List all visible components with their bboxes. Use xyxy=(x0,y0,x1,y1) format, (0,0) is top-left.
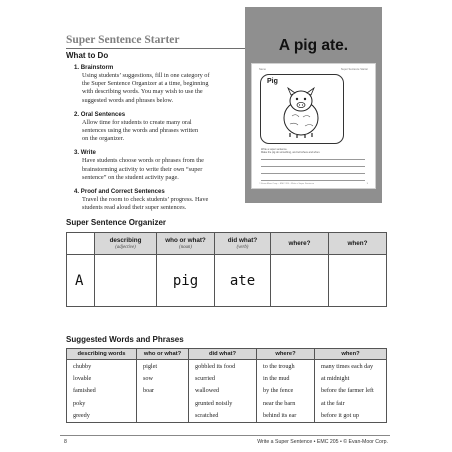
page-title: Super Sentence Starter xyxy=(66,34,180,46)
header-sub: (noun) xyxy=(179,244,192,250)
organizer-heading: Super Sentence Organizer xyxy=(66,218,167,227)
step-line: sentences using the words and phrases written xyxy=(82,127,199,135)
table-row xyxy=(67,410,387,423)
instruction-line: Write a super sentence. xyxy=(261,148,288,151)
organizer-header-describing xyxy=(95,233,157,255)
writing-line xyxy=(261,180,365,181)
table-cell: before it got up xyxy=(315,410,387,423)
column-header: did what? xyxy=(189,349,257,360)
table-cell: chubby xyxy=(67,360,137,373)
organizer-header-who-what xyxy=(157,233,215,255)
header-label: where? xyxy=(288,239,311,247)
table-cell: poky xyxy=(67,397,137,410)
organizer-header-where xyxy=(271,233,329,255)
step-line: on the organizer. xyxy=(82,135,125,143)
student-page-thumbnail xyxy=(245,7,382,203)
suggested-heading: Suggested Words and Phrases xyxy=(66,335,184,344)
step-body xyxy=(74,72,250,105)
table-cell: greedy xyxy=(67,410,137,423)
thumbnail-word: Pig xyxy=(267,78,278,85)
column-header: describing words xyxy=(67,349,137,360)
table-cell xyxy=(137,410,189,423)
column-header: when? xyxy=(315,349,387,360)
table-cell: at the fair xyxy=(315,397,387,410)
step-line: the Super Sentence Organizer at a time, beginning xyxy=(82,80,209,88)
organizer-cell-where xyxy=(271,255,329,307)
column-header: who or what? xyxy=(137,349,189,360)
steps-list xyxy=(74,64,250,218)
organizer-sentence-row xyxy=(67,255,387,307)
thumbnail-page-number: 9 xyxy=(366,183,368,185)
table-cell: gobbled its food xyxy=(189,360,257,373)
organizer-cell-noun: pig xyxy=(157,255,215,307)
organizer-header-blank xyxy=(67,233,95,255)
table-cell: to the trough xyxy=(257,360,315,373)
organizer-header-did-what xyxy=(215,233,271,255)
thumbnail-footer: © Evan-Moor Corp. • EMC 205 • Write a Super Sentence xyxy=(259,183,315,185)
organizer-header-row xyxy=(67,233,387,255)
organizer-cell-describing xyxy=(95,255,157,307)
table-cell: lovable xyxy=(67,372,137,385)
table-cell: at midnight xyxy=(315,372,387,385)
table-cell: by the fence xyxy=(257,385,315,398)
step-body xyxy=(74,196,250,212)
organizer-table xyxy=(66,232,387,307)
thumbnail-instructions xyxy=(261,148,361,154)
table-cell: scurried xyxy=(189,372,257,385)
step-line: with describing words. You may wish to use the xyxy=(82,88,203,96)
step-line: students read aloud their super sentences. xyxy=(82,204,187,212)
writing-line xyxy=(261,159,365,160)
step-line: Travel the room to check students’ progress. Have xyxy=(82,196,209,204)
title-rule xyxy=(66,48,246,49)
step-line: Allow time for students to create many oral xyxy=(82,118,192,126)
thumbnail-heading: A pig ate. xyxy=(278,37,349,54)
table-cell: boar xyxy=(137,385,189,398)
table-cell: near the barn xyxy=(257,397,315,410)
header-sub: (adjective) xyxy=(115,244,136,250)
step-proof-correct xyxy=(74,188,250,212)
organizer-header-when xyxy=(329,233,387,255)
organizer-cell-article: A xyxy=(67,255,95,307)
step-line: Have students choose words or phrases from the xyxy=(82,157,204,165)
table-row xyxy=(67,360,387,373)
table-cell: sow xyxy=(137,372,189,385)
step-line: Using students’ suggestions, fill in one category of xyxy=(82,72,210,79)
pig-illustration-icon xyxy=(278,86,324,138)
table-cell: in the mud xyxy=(257,372,315,385)
step-line: sentence” on the student activity page. xyxy=(82,173,179,181)
page-number: 8 xyxy=(64,439,67,445)
step-title: 3. Write xyxy=(74,149,96,157)
step-line: suggested words and phrases below. xyxy=(82,96,174,104)
table-cell: famished xyxy=(67,385,137,398)
writing-line xyxy=(261,166,365,167)
organizer-cell-when xyxy=(329,255,387,307)
step-title: 1. Brainstorm xyxy=(74,64,114,71)
thumbnail-sheet xyxy=(251,63,376,189)
table-cell: behind its ear xyxy=(257,410,315,423)
step-body xyxy=(74,119,250,144)
table-cell: scratched xyxy=(189,410,257,423)
thumbnail-meta: Super Sentence Starter xyxy=(340,68,368,71)
suggested-table xyxy=(66,348,387,423)
header-sub: (verb) xyxy=(236,244,249,250)
column-header: where? xyxy=(257,349,315,360)
footer-rule xyxy=(60,435,390,436)
table-cell: wallowed xyxy=(189,385,257,398)
header-label: did what? xyxy=(227,236,258,244)
table-cell xyxy=(137,397,189,410)
what-to-do-heading: What to Do xyxy=(66,51,109,60)
header-label: when? xyxy=(347,239,368,247)
header-label: who or what? xyxy=(165,236,206,244)
writing-line xyxy=(261,173,365,174)
table-row xyxy=(67,397,387,410)
step-line: brainstorming activity to write their own “super xyxy=(82,165,203,173)
footer-credit: Write a Super Sentence • EMC 205 • © Evan-Moor Corp. xyxy=(257,439,388,445)
header-label: describing xyxy=(109,236,142,244)
table-cell: piglet xyxy=(137,360,189,373)
step-oral-sentences xyxy=(74,111,250,144)
step-body xyxy=(74,157,250,182)
step-write xyxy=(74,149,250,182)
table-cell: grunted noisily xyxy=(189,397,257,410)
step-title: 2. Oral Sentences xyxy=(74,110,126,118)
step-title: 4. Proof and Correct Sentences xyxy=(74,188,165,196)
table-row xyxy=(67,372,387,385)
suggested-header-row xyxy=(67,349,387,360)
table-row xyxy=(67,385,387,398)
table-cell: many times each day xyxy=(315,360,387,373)
thumbnail-name-field: Name xyxy=(259,68,266,71)
step-brainstorm xyxy=(74,64,250,105)
table-cell: before the farmer left xyxy=(315,385,387,398)
instruction-line: Make the pig do something, and tell where and when. xyxy=(261,151,321,155)
organizer-cell-verb: ate xyxy=(215,255,271,307)
